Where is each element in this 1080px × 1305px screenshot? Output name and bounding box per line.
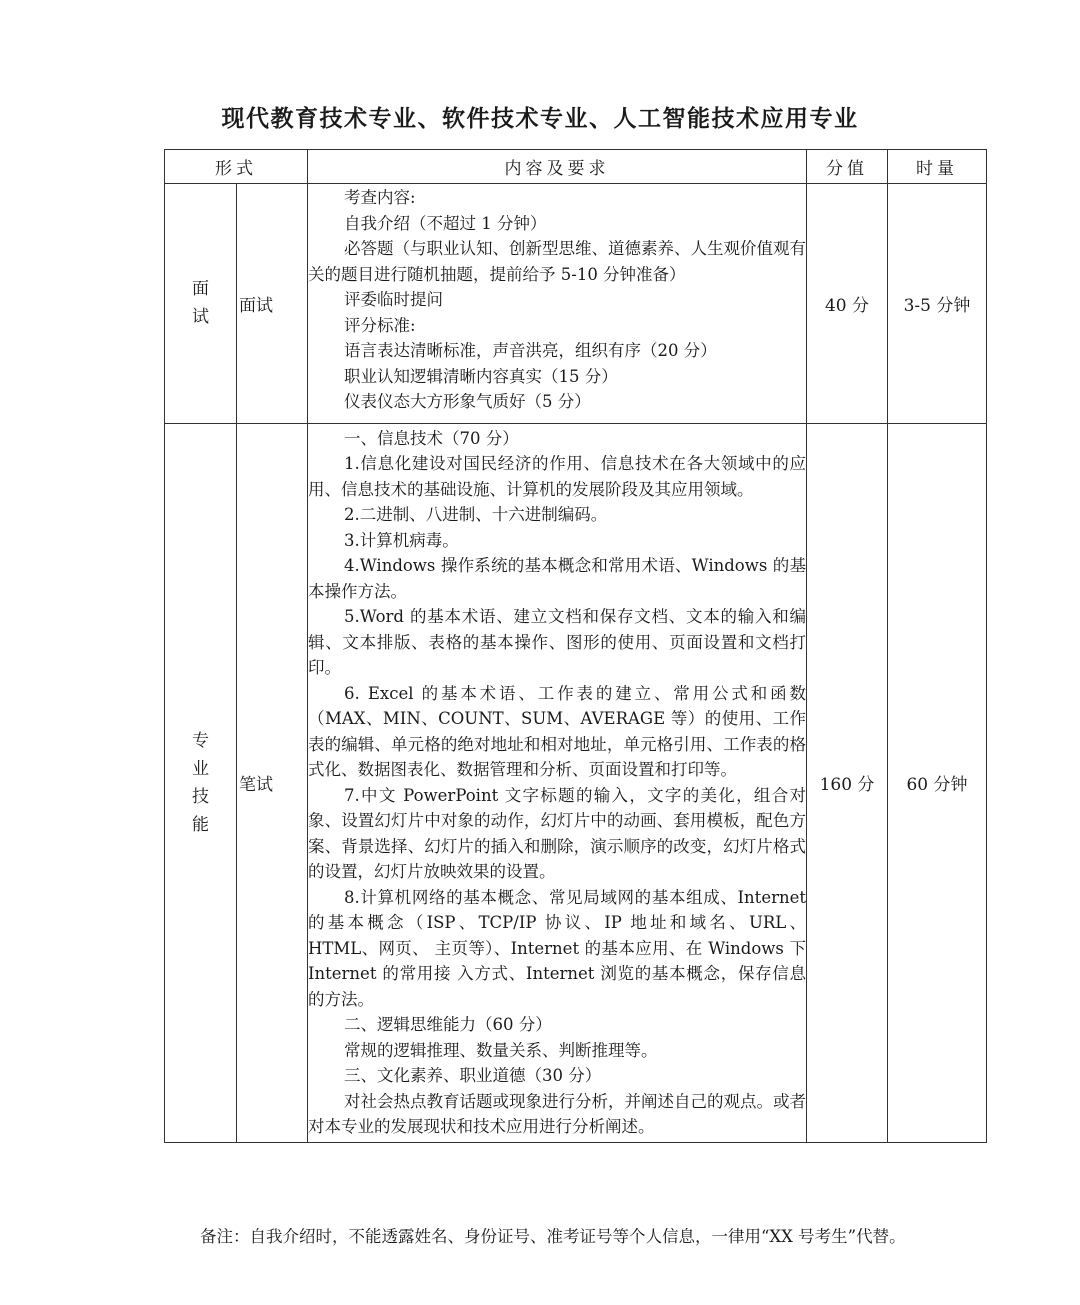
content-line: 对社会热点教育话题或现象进行分析，并阐述自己的观点。或者对本专业的发展现状和技术应用进行分析阐述。 [308, 1091, 806, 1136]
category-char: 试 [192, 307, 209, 328]
content-line: 语言表达清晰标准，声音洪亮，组织有序（20 分） [344, 341, 717, 360]
duration-cell: 60 分钟 [888, 423, 987, 1142]
exam-table [164, 149, 987, 1143]
content-line: 一、信息技术（70 分） [344, 428, 519, 448]
content-line: 自我介绍（不超过 1 分钟） [344, 213, 547, 233]
form-cell: 面试 [237, 184, 308, 424]
category-char: 能 [192, 814, 209, 835]
content-line: 评委临时提问 [344, 290, 443, 309]
content-line: 评分标准: [344, 315, 416, 335]
content-line: 7.中文 PowerPoint 文字标题的输入，文字的美化，组合对象、设置幻灯片中对象的动作，幻灯片中的动画、套用模板，配色方案、背景选择、幻灯片的插入和删除，演示顺序的改变，幻灯片格式的设置，幻灯片放映效果的设置。 [308, 785, 806, 881]
category-cell [165, 184, 237, 424]
content-line: 考查内容: [344, 188, 416, 207]
form-cell: 笔试 [237, 423, 308, 1142]
content-line: 2.二进制、八进制、十六进制编码。 [344, 505, 608, 524]
table-row [165, 184, 987, 424]
duration-cell: 3-5 分钟 [888, 184, 987, 424]
content-line: 常规的逻辑推理、数量关系、判断推理等。 [344, 1040, 658, 1060]
category-char: 业 [192, 758, 209, 779]
content-line: 必答题（与职业认知、创新型思维、道德素养、人生观价值观有关的题目进行随机抽题，提前给予 5-10 分钟准备） [308, 239, 806, 284]
header-score: 分值 [807, 150, 888, 184]
category-char: 技 [192, 786, 209, 807]
page-title: 现代教育技术专业、软件技术专业、人工智能技术应用专业 [221, 106, 859, 132]
header-form: 形式 [165, 150, 308, 184]
content-cell [308, 423, 807, 1142]
content-line: 6. Excel 的基本术语、工作表的建立、常用公式和函数（MAX、MIN、COUNT、SUM、AVERAGE 等）的使用、工作表的编辑、单元格的绝对地址和相对地址，单元格引用、工作表的格式化、数据图表化、数据管理和分析、页面设置和打印等。 [308, 683, 806, 779]
category-cell [165, 423, 237, 1142]
content-line: 二、逻辑思维能力（60 分） [344, 1015, 552, 1034]
table-header-row [165, 150, 987, 184]
content-line: 5.Word 的基本术语、建立文档和保存文档、文本的输入和编辑、文本排版、表格的基本操作、图形的使用、页面设置和文档打印。 [308, 607, 806, 677]
content-line: 仪表仪态大方形象气质好（5 分） [344, 392, 591, 411]
content-line: 4.Windows 操作系统的基本概念和常用术语、Windows 的基本操作方法。 [308, 556, 806, 601]
table-row [165, 423, 987, 1142]
category-char: 专 [192, 730, 209, 751]
remark-note: 备注：自我介绍时，不能透露姓名、身份证号、准考证号等个人信息，一律用“XX 号考生”代替。 [200, 1227, 906, 1246]
content-cell [308, 184, 807, 424]
score-cell: 40 分 [807, 184, 888, 424]
content-line: 8.计算机网络的基本概念、常见局域网的基本组成、Internet 的基本概念（ISP、TCP/IP 协议、IP 地址和域名、URL、HTML、网页、 主页等）、Internet 的基本应用、在 Windows 下 Internet 的常用接 入方式、Internet 浏览的基本概念，保存信息的方法。 [308, 887, 806, 1009]
header-duration: 时量 [888, 150, 987, 184]
content-line: 三、文化素养、职业道德（30 分） [344, 1066, 602, 1085]
content-line: 职业认知逻辑清晰内容真实（15 分） [344, 366, 618, 386]
content-line: 3.计算机病毒。 [344, 530, 459, 550]
score-cell: 160 分 [807, 423, 888, 1142]
header-content: 内容及要求 [308, 150, 807, 184]
content-line: 1.信息化建设对国民经济的作用、信息技术在各大领域中的应用、信息技术的基础设施、计算机的发展阶段及其应用领域。 [308, 454, 806, 499]
category-char: 面 [192, 279, 209, 300]
